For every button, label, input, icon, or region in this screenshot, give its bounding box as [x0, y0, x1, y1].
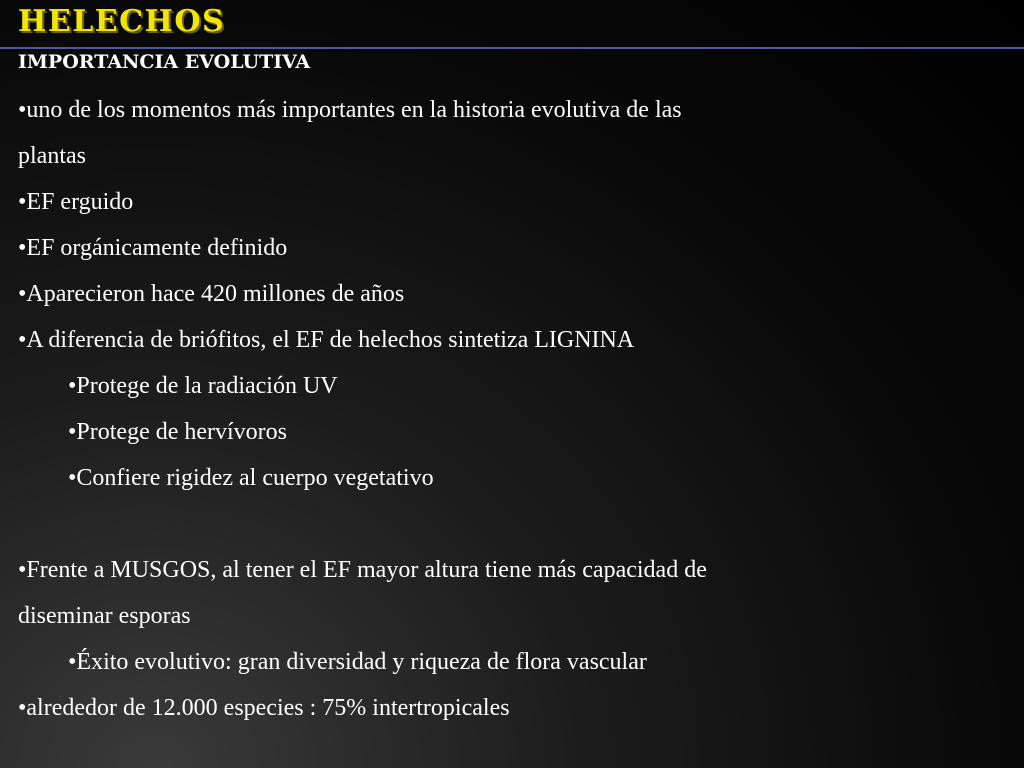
sub-bullet-item: •Éxito evolutivo: gran diversidad y riqueza de flora vascular: [68, 649, 647, 675]
bullet-item: •EF erguido: [18, 189, 134, 215]
bullet-item: •uno de los momentos más importantes en la historia evolutiva de las: [18, 97, 682, 123]
title-divider: [0, 47, 1024, 49]
sub-bullet-item: •Protege de hervívoros: [68, 419, 288, 445]
sub-bullet-item: •Confiere rigidez al cuerpo vegetativo: [68, 465, 434, 491]
bullet-item: •Aparecieron hace 420 millones de años: [18, 281, 405, 307]
bullet-list: [18, 87, 1008, 731]
slide-title: HELECHOS: [18, 4, 226, 39]
bullet-item: •Frente a MUSGOS, al tener el EF mayor altura tiene más capacidad de: [18, 557, 707, 583]
bullet-item-continuation: plantas: [18, 143, 86, 169]
bullet-item: •alrededor de 12.000 especies : 75% intertropicales: [18, 695, 510, 721]
bullet-item: •A diferencia de briófitos, el EF de helechos sintetiza LIGNINA: [18, 327, 635, 353]
bullet-item-continuation: diseminar esporas: [18, 603, 191, 629]
bullet-item: •EF orgánicamente definido: [18, 235, 288, 261]
blank-line: [18, 501, 1008, 547]
slide-subtitle: IMPORTANCIA EVOLUTIVA: [18, 51, 311, 73]
sub-bullet-item: •Protege de la radiación UV: [68, 373, 338, 399]
